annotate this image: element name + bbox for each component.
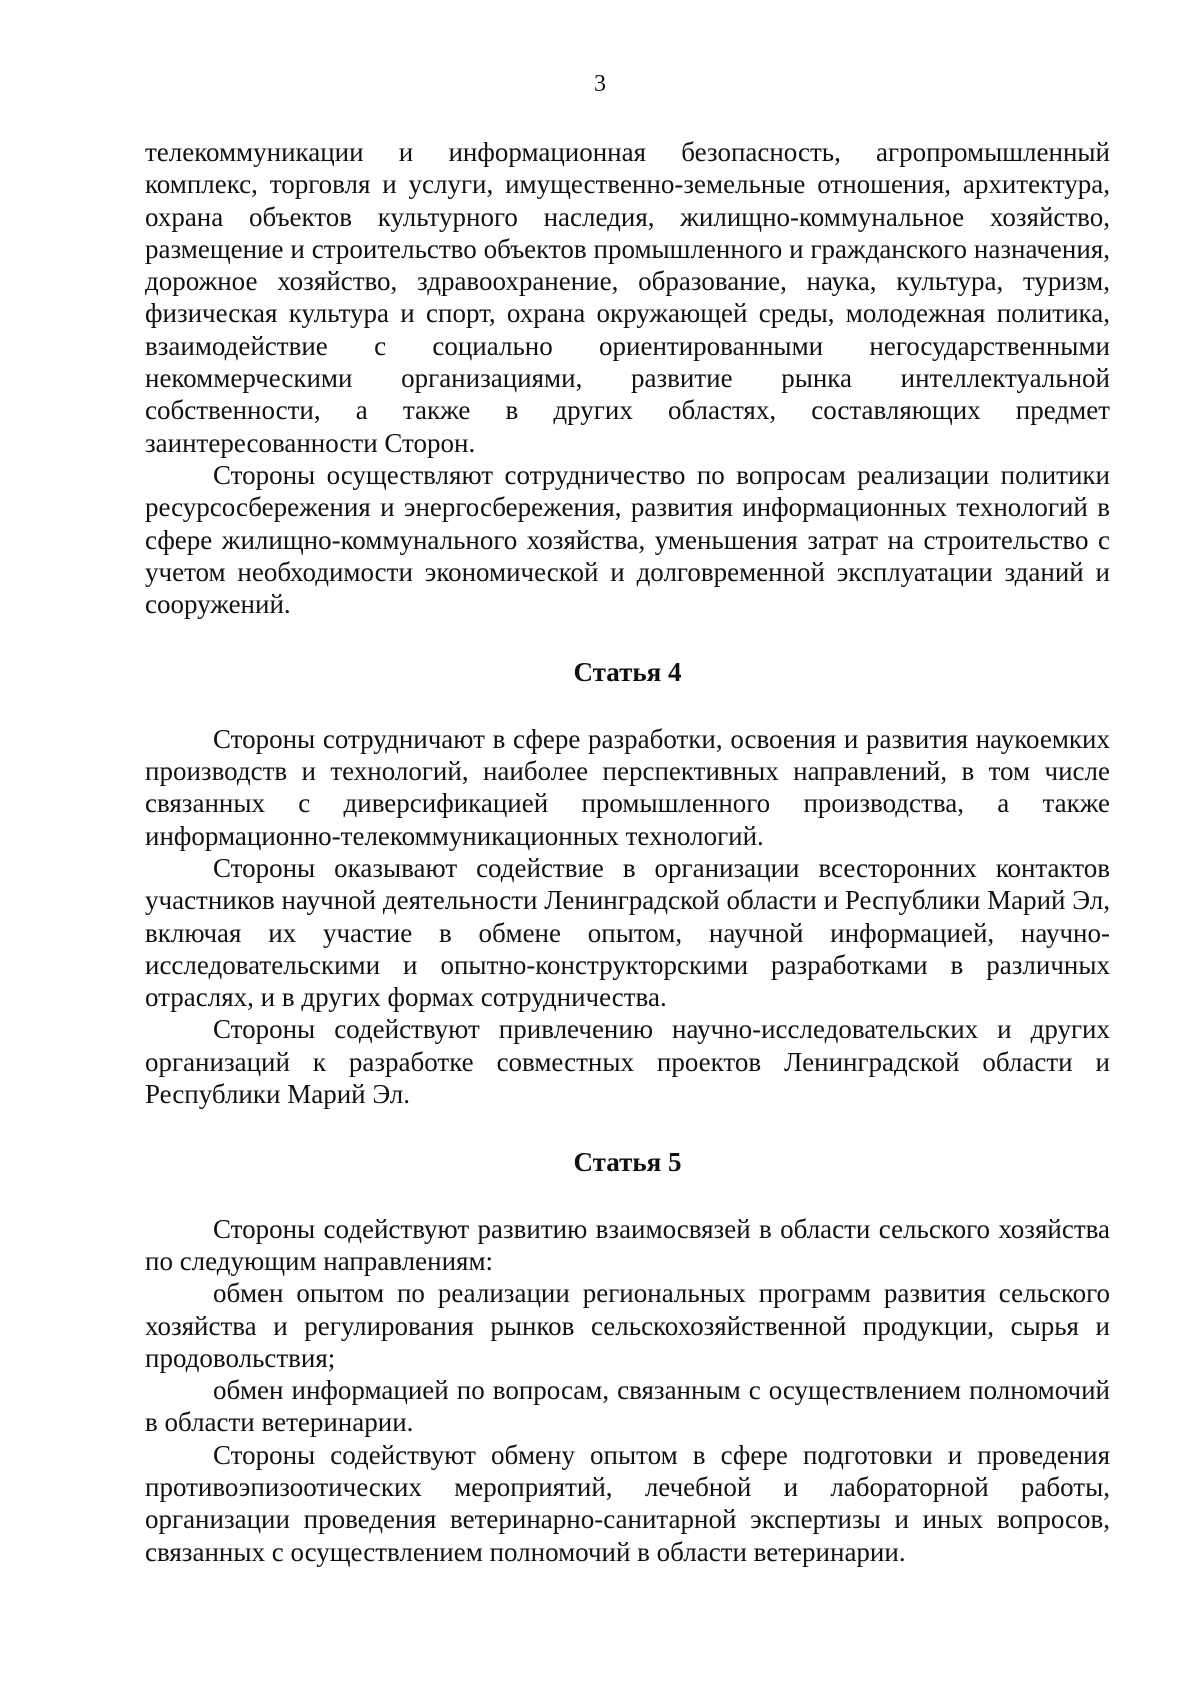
paragraph: Стороны содействуют привлечению научно-исследовательских и других организаций к разработке совместных проектов Ленинградской области и Республики Марий Эл. xyxy=(145,1014,1110,1110)
paragraph: Стороны оказывают содействие в организации всесторонних контактов участников научной деятельности Ленинградской области и Республики Марий Эл, включая их участие в обмене опытом, научной информацией, научно-исследовательскими и опытно-конструкторскими разработками в различных отраслях, и в других формах сотрудничества. xyxy=(145,852,1110,1013)
paragraph: Стороны содействуют развитию взаимосвязей в области сельского хозяйства по следующим направлениям: xyxy=(145,1213,1110,1276)
document-body xyxy=(145,136,1110,1568)
paragraph: Стороны сотрудничают в сфере разработки, освоения и развития наукоемких производств и технологий, наиболее перспективных направлений, в том числе связанных с диверсификацией промышленного производства, а также информационно-телекоммуникационных технологий. xyxy=(145,723,1110,851)
paragraph: Стороны осуществляют сотрудничество по вопросам реализации политики ресурсосбережения и энергосбережения, развития информационных технологий в сфере жилищно-коммунального хозяйства, уменьшения затрат на строительство с учетом необходимости экономической и долговременной эксплуатации зданий и сооружений. xyxy=(145,459,1110,620)
page-number: 3 xyxy=(594,71,606,97)
list-paragraph: обмен опытом по реализации региональных программ развития сельского хозяйства и регулирования рынков сельскохозяйственной продукции, сырья и продовольствия; xyxy=(145,1278,1110,1373)
article-heading: Статья 5 xyxy=(573,1147,682,1178)
list-paragraph: обмен информацией по вопросам, связанным с осуществлением полномочий в области ветеринарии. xyxy=(145,1375,1110,1438)
paragraph: Стороны содействуют обмену опытом в сфере подготовки и проведения противоэпизоотических мероприятий, лечебной и лабораторной работы, организации проведения ветеринарно-санитарной экспертизы и иных вопросов, связанных с осуществлением полномочий в области ветеринарии. xyxy=(145,1439,1110,1567)
article-heading: Статья 4 xyxy=(573,657,682,688)
paragraph-continuation: телекоммуникации и информационная безопасность, агропромышленный комплекс, торговля и услуги, имущественно-земельные отношения, архитектура, охрана объектов культурного наследия, жилищно-коммунальное хозяйство, размещение и строительство объектов промышленного и гражданского назначения, дорожное хозяйство, здравоохранение, образование, наука, культура, туризм, физическая культура и спорт, охрана окружающей среды, молодежная политика, взаимодействие с социально ориентированными негосударственными некоммерческими организациями, развитие рынка интеллектуальной собственности, а также в других областях, составляющих предмет заинтересованности Сторон. xyxy=(145,137,1110,458)
